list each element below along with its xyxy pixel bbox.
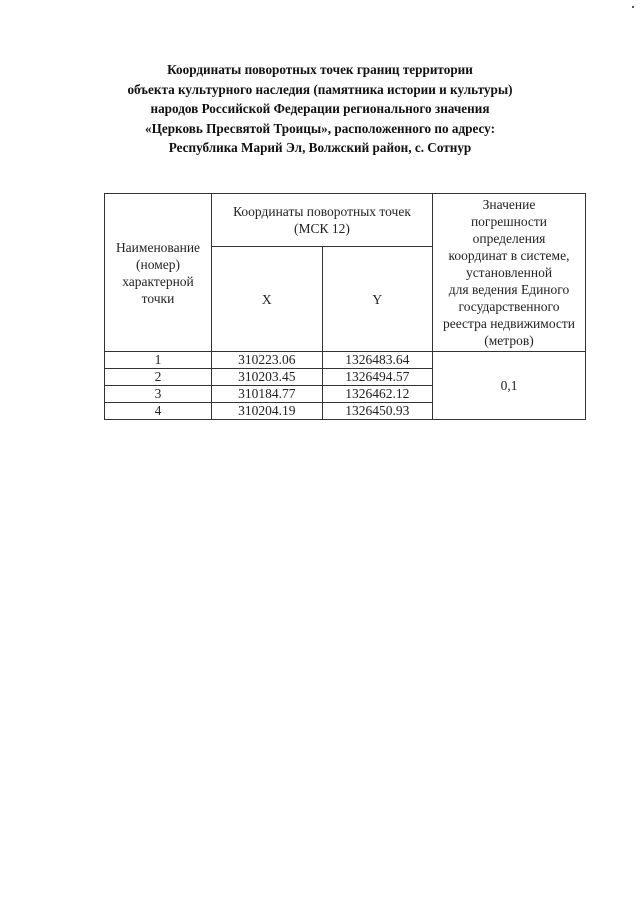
x-coordinate-cell: 310223.06 bbox=[212, 352, 323, 369]
y-coordinate-cell: 1326494.57 bbox=[322, 369, 433, 386]
point-number-cell: 1 bbox=[105, 352, 212, 369]
document-title bbox=[0, 60, 640, 158]
y-coordinate-cell: 1326462.12 bbox=[322, 386, 433, 403]
table-row bbox=[105, 352, 586, 369]
accuracy-value-cell: 0,1 bbox=[433, 352, 586, 420]
header-point-name bbox=[105, 194, 212, 352]
y-coordinate-cell: 1326450.93 bbox=[322, 403, 433, 420]
x-coordinate-cell: 310203.45 bbox=[212, 369, 323, 386]
header-point-name-line: точки bbox=[141, 290, 175, 306]
header-accuracy-line: Значение bbox=[482, 197, 536, 212]
point-number-cell: 2 bbox=[105, 369, 212, 386]
coordinates-table bbox=[104, 193, 586, 420]
header-accuracy-line: установленной bbox=[465, 265, 553, 280]
header-accuracy-line: погрешности bbox=[470, 214, 548, 229]
header-point-name-line: характерной bbox=[122, 273, 194, 289]
header-accuracy-line: реестра недвижимости bbox=[442, 316, 576, 331]
y-coordinate-cell: 1326483.64 bbox=[322, 352, 433, 369]
header-accuracy bbox=[433, 194, 586, 352]
header-coordinates-line: Координаты поворотных точек bbox=[233, 204, 411, 219]
header-accuracy-line: координат в системе, bbox=[448, 248, 570, 263]
point-number-cell: 3 bbox=[105, 386, 212, 403]
header-y: Y bbox=[322, 247, 433, 352]
title-line-1: Координаты поворотных точек границ территории bbox=[167, 62, 473, 77]
scan-speck bbox=[632, 6, 634, 8]
x-coordinate-cell: 310204.19 bbox=[212, 403, 323, 420]
table-header-row-top bbox=[105, 194, 586, 247]
title-line-2: объекта культурного наследия (памятника истории и культуры) bbox=[127, 81, 513, 97]
header-accuracy-line: определения bbox=[472, 231, 546, 246]
header-point-name-line: Наименование bbox=[115, 239, 201, 255]
header-x: X bbox=[212, 247, 323, 352]
point-number-cell: 4 bbox=[105, 403, 212, 420]
header-coordinates bbox=[212, 194, 433, 247]
header-accuracy-line: государственного bbox=[458, 299, 560, 314]
header-coordinates-line: (МСК 12) bbox=[294, 221, 350, 236]
title-line-5: Республика Марий Эл, Волжский район, с. Сотнур bbox=[168, 140, 472, 155]
header-point-name-line: (номер) bbox=[136, 256, 180, 272]
header-accuracy-line: (метров) bbox=[484, 333, 534, 348]
x-coordinate-cell: 310184.77 bbox=[212, 386, 323, 403]
title-line-4: «Церковь Пресвятой Троицы», расположенного по адресу: bbox=[145, 120, 495, 136]
header-accuracy-line: для ведения Единого bbox=[448, 282, 570, 297]
title-line-3: народов Российской Федерации регионального значения bbox=[150, 101, 490, 116]
